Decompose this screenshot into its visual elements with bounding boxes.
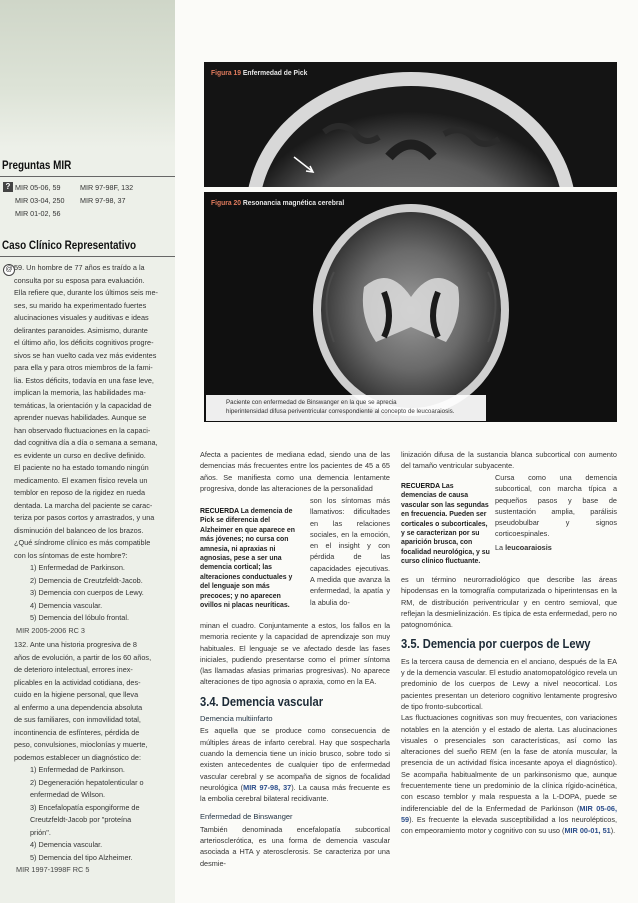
case-line: 59. Un hombre de 77 años es traído a la	[14, 263, 145, 272]
case-line: teriza por pasos cortos y arrastrados, y una	[14, 513, 155, 522]
recuerda-box-pick	[200, 507, 304, 610]
case-132	[14, 639, 164, 877]
preguntas-title: Preguntas MIR	[2, 160, 72, 172]
case-line: El paciente no ha estado tomando ningún	[14, 463, 149, 472]
case-line: el último año, los déficits cognitivos progre-	[14, 338, 154, 347]
heading-lewy: 3.5. Demencia por cuerpos de Lewy	[401, 636, 591, 652]
case-132-options	[14, 764, 164, 864]
case-line: con los síntomas de este hombre?:	[14, 550, 128, 560]
case-icon: @	[3, 264, 15, 276]
question-icon: ?	[3, 182, 13, 192]
sidebar	[0, 0, 175, 903]
fig19-caption: Figura 19 Enfermedad de Pick	[211, 68, 308, 77]
mir-ref: MIR 05-06, 59	[15, 183, 61, 192]
case-line: ses, su marido ha experimentado fuertes	[14, 300, 147, 310]
case-option: 5) Demencia del tipo Alzheimer.	[30, 852, 133, 862]
col-right-beside	[495, 472, 617, 553]
heading-multiinfarto: Demencia multiinfarto	[200, 714, 273, 724]
recuerda-label: RECUERDA	[200, 508, 239, 515]
recuerda-label: RECUERDA	[401, 483, 440, 490]
case-option: 1) Enfermedad de Parkinson.	[30, 765, 125, 774]
case-line: ¿Qué síndrome clínico es más compatible	[14, 538, 151, 547]
leucoaraiosis-text: es un término neurorradiológico que describe las áreas hipodensas en la tomografía computarizada o hiperintensas en la RM, de distribución periventricular y en centro semioval, que reflejan la desmielinización. Es típica de esta enfermedad, pero no patognomónica.	[401, 575, 617, 630]
case-line: medicamento. El examen físico revela un	[14, 475, 148, 485]
col-mid-intro	[200, 449, 390, 494]
case-line: aprender nuevas habilidades. Aunque se	[14, 413, 147, 422]
fig20-note	[206, 395, 486, 421]
col-right-main	[401, 574, 617, 837]
case-option: 2) Degeneración hepatolenticular o	[30, 777, 144, 787]
case-59	[14, 262, 164, 637]
case-line: podemos establecer un diagnóstico de:	[14, 752, 141, 762]
pick-ct-image	[204, 62, 617, 187]
recuerda-text: La demencia de Pick se diferencia del Alzheimer en que aparece en más jóvenes; no cursa con amnesia, ni apraxias ni agnosias, pese a ser una demencia cortical; las alteraciones conductuales y del lenguaje son más precoces; y no aparecen ovillos ni placas neuríticas.	[200, 508, 295, 610]
lewy-text-1: Es la tercera causa de demencia en el anciano, después de la EA y de la demencia vascular. El estudio anatomopatológico revela un predominio de los cuerpos de Lewy a nivel neocortical. Los pacientes presentan un deterioro cognitivo lentamente progresivo de tipo fronto-subcortical.	[401, 656, 617, 711]
case-option: 2) Demencia de Creutzfeldt-Jacob.	[30, 575, 143, 585]
case-line: peso, convulsiones, mioclonías y muerte,	[14, 740, 148, 749]
mir-ref: MIR 97-98F, 132	[80, 183, 134, 192]
mir-ref: MIR 03-04, 250	[15, 196, 65, 205]
heading-binswanger: Enfermedad de Binswanger	[200, 812, 293, 822]
case-line: temáticas, la orientación y la capacidad de	[14, 400, 152, 410]
mir-ref: MIR 01-02, 56	[15, 209, 61, 218]
sidebar-header-band	[0, 0, 175, 148]
fig20-note-line1: Paciente con enfermedad de Binswanger en la que se aprecia	[226, 399, 397, 406]
heading-vascular: 3.4. Demencia vascular	[200, 693, 324, 709]
fig20-caption: Figura 20 Resonancia magnética cerebral	[211, 198, 345, 207]
recuerda-box-vascular	[401, 482, 491, 567]
mri-image	[204, 192, 617, 422]
caso-rule	[0, 256, 175, 257]
case-line: para ella y para otros miembros de la fami-	[14, 363, 153, 372]
case-option: 4) Demencia vascular.	[30, 840, 103, 849]
case-line: cuido en la higiene personal, que lleva	[14, 690, 139, 699]
case-59-mir: MIR 2005-2006 RC 3	[16, 625, 85, 635]
binswanger-clinic: Cursa como una demencia subcortical, con marcha típica a pequeños pasos y base de sustentación amplia, parálisis pseudobulbar y signos corticoespinales.	[495, 473, 617, 539]
case-line: temblor en reposo de la rigidez en rueda	[14, 488, 146, 497]
lewy-text-2: Las fluctuaciones cognitivas son muy frecuentes, con variaciones notables en la atención y el estado de alerta. Las alucinaciones visuales o presenciales son características, así como las alteraciones del sueño REM (en la fase de atonía muscular, la presencia de un actividad física incesante apoya el diagnóstico). Se acompaña habitualmente de un parkinsonismo que, aunque frecuentemente tiene un predominio de la clínica rígido-acinética, con escaso temblor y mala respuesta a la L-DOPA, puede se indiferenciable del de la Enfermedad de Parkinson (MIR 05-06, 59). Es frecuente la elevada susceptibilidad a los neurolépticos, con empeoramiento motor y cognitivo con su uso (MIR 00-01, 51).	[401, 713, 617, 836]
case-line: es evidente un curso en declive definido.	[14, 450, 146, 460]
case-line: consulta por su esposa para evaluación.	[14, 275, 145, 285]
case-line: disminución del balanceo de los brazos.	[14, 525, 144, 535]
case-line: alucinaciones visuales y auditivas e ideas	[14, 313, 149, 322]
fig20-note-line2: hiperintensidad difusa periventricular correspondiente al concepto de leucoaraiosis.	[226, 408, 455, 415]
case-line: han observado fluctuaciones en la capaci-	[14, 425, 151, 435]
case-option: 3) Demencia con cuerpos de Lewy.	[30, 588, 144, 597]
case-line: dentada. La marcha del paciente se carac-	[14, 500, 153, 510]
case-line: incontinencia de esfínteres, pérdida de	[14, 727, 140, 737]
figure-pick	[204, 62, 617, 187]
case-line: Ella refiere que, durante los últimos seis me-	[14, 288, 158, 297]
multiinfarto-text: Es aquella que se produce como consecuencia de múltiples áreas de infarto cerebral. Hay que sospecharla cuando la demencia tiene un inicio brusco, sobre todo si existen antecedentes de cualquier tipo de enfermedad vascular cerebral y se acompaña de signos de focalidad neurológica (MIR 97-98, 37). La causa más frecuente es la embolia cerebral bilateral recidivante.	[200, 726, 390, 804]
case-line: lia. Estos déficits, todavía en una fase leve,	[14, 375, 154, 385]
case-option: enfermedad de Wilson.	[30, 790, 106, 799]
case-line: implican la memoria, las habilidades ma-	[14, 388, 146, 397]
binswanger-text: También denominada encefalopatía subcortical arteriosclerótica, es una forma de demencia vascular asociada a HTA y aterosclerosis. Se caracteriza por una desmie-	[200, 824, 390, 868]
caso-title: Caso Clínico Representativo	[2, 240, 137, 252]
case-option: 3) Encefalopatía espongiforme de	[30, 802, 140, 812]
case-line: sivos se han vuelto cada vez más evidentes	[14, 350, 157, 360]
case-line: plicables en la actividad cotidiana, des-	[14, 677, 141, 687]
case-line: años de evolución, a partir de los 60 años,	[14, 652, 152, 662]
pick-beside: son los síntomas más llamativos: dificultades en las relaciones sociales, en la emoción, en el insight y con pérdida de las capacidades ejecutivas. A medida que avanza la enfermedad, la apatía y la abulia do-	[310, 496, 390, 607]
case-line: de deterioro intelectual, errores inex-	[14, 665, 133, 674]
col-right-top	[401, 449, 617, 472]
case-132-text	[14, 639, 164, 764]
case-option: 1) Enfermedad de Parkinson.	[30, 563, 125, 572]
case-option: 4) Demencia vascular.	[30, 600, 103, 610]
binswanger-cont: linización difusa de la sustancia blanca subcortical con aumento del tamaño ventricular subyacente.	[401, 450, 617, 471]
case-option: Creutzfeldt-Jacob por "proteína	[30, 815, 132, 824]
recuerda-text: Las demencias de causa vascular son las segundas en frecuencia. Pueden ser corticales o subcorticales, y se caracterizan por su aparición brusca, con focalidad neurológica, y su curso clínico fluctuante.	[401, 483, 490, 566]
case-line: delirantes paranoides. Asimismo, durante	[14, 325, 148, 335]
mir-ref: MIR 97-98, 37	[80, 196, 126, 205]
case-line: de sus familiares, con inmovilidad total,	[14, 715, 141, 724]
figure-rm	[204, 192, 617, 422]
col-mid-beside	[310, 495, 390, 608]
col-mid-main	[200, 620, 390, 869]
case-59-text	[14, 262, 164, 562]
leucoaraiosis-start: La leucoaraiosis	[495, 542, 552, 552]
case-132-mir: MIR 1997-1998F RC 5	[16, 865, 90, 874]
case-option: 5) Demencia del lóbulo frontal.	[30, 613, 129, 622]
pick-cont: minan el cuadro. Conjuntamente a estos, los fallos en la memoria reciente y la capacidad de aprendizaje son muy habituales. El lenguaje se ve afectado desde las fases iniciales, pudiendo presentarse como el primer síntoma (las llamadas afasias primarias progresivas). No aparece alteraciones de tipo agnosia o apraxia, como en la EA.	[200, 621, 390, 687]
case-line: al enfermo a una dependencia absoluta	[14, 702, 143, 712]
preguntas-rule	[0, 176, 175, 177]
pick-intro: Afecta a pacientes de mediana edad, siendo una de las demencias más frecuentes entre los pacientes de 45 a 65 años. Se manifiesta como una demencia lentamente progresiva, donde las alteraciones de la personalidad	[200, 450, 390, 493]
case-option: prión".	[30, 827, 51, 837]
case-line: dad cognitiva día a día o semana a semana,	[14, 438, 158, 447]
case-59-options	[14, 562, 164, 625]
case-line: 132. Ante una historia progresiva de 8	[14, 640, 137, 649]
